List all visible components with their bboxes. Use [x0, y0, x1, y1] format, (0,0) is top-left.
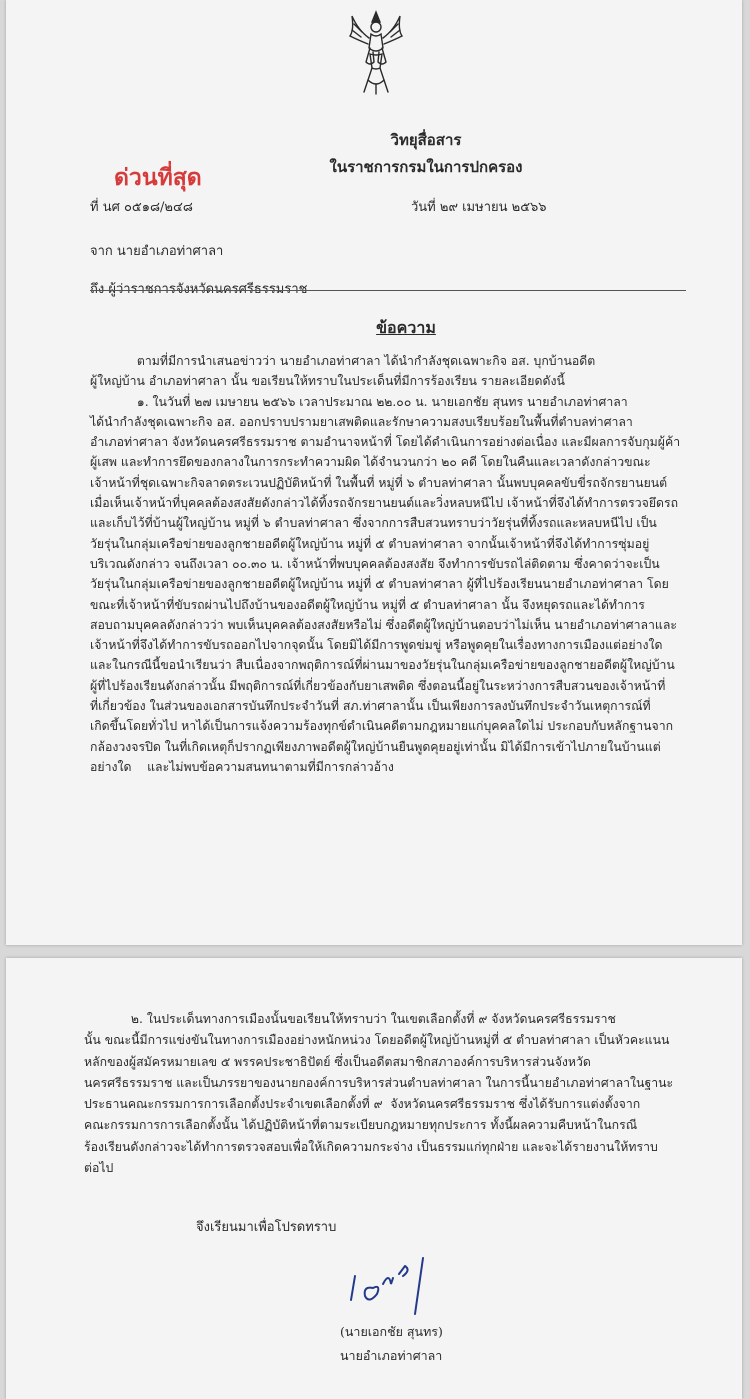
urgency-stamp: ด่วนที่สุด: [114, 164, 202, 191]
body-line: ผู้ใหญ่บ้าน อำเภอท่าศาลา นั้น ขอเรียนให้ทราบในประเด็นที่มีการร้องเรียน รายละเอียดดังนี้: [90, 374, 565, 389]
agency-title-line2: ในราชการกรมในการปกครอง: [329, 158, 523, 176]
body-line: ขณะที่เจ้าหน้าที่ขับรถผ่านไปถึงบ้านของอดีตผู้ใหญ่บ้าน หมู่ที่ ๕ ตำบลท่าศาลา นั้น จึงหยุดรถและได้ทำการ: [90, 597, 645, 612]
handwritten-signature: [345, 1248, 435, 1318]
body-line: ประธานคณะกรรมการการเลือกตั้งประจำเขตเลือกตั้งที่ ๙ จังหวัดนครศรีธรรมราช ซึ่งได้รับการแต่งตั้งจาก: [84, 1097, 641, 1112]
document-number: ที่ นศ ๐๕๑๘/๒๔๘: [90, 200, 193, 215]
body-line: เจ้าหน้าที่ชุดเฉพาะกิจลาดตระเวนปฏิบัติหน้าที่ ในพื้นที่ หมู่ที่ ๖ ตำบลท่าศาลา นั้นพบบุคคลขับขี่รถจักรยานยนต์: [90, 475, 668, 490]
body-line: ร้องเรียนดังกล่าวจะได้ทำการตรวจสอบเพื่อให้เกิดความกระจ่าง เป็นธรรมแก่ทุกฝ่าย และจะได้รายงานให้ทราบ: [84, 1139, 658, 1154]
body-line: ผู้เสพ และทำการยึดของกลางในการกระทำความผิด ได้จำนวนกว่า ๒๐ คดี โดยในคืนและเวลาดังกล่าวขณะ: [90, 455, 651, 470]
body-line: คณะกรรมการการเลือกตั้งนั้น ได้ปฏิบัติหน้าที่ตามระเบียบกฎหมายทุกประการ ทั้งนี้ผลความคืบหน้าในกรณี: [84, 1118, 638, 1133]
body-line: ตามที่มีการนำเสนอข่าวว่า นายอำเภอท่าศาลา ได้นำกำลังชุดเฉพาะกิจ อส. บุกบ้านอดีต: [90, 354, 596, 368]
body-line: นั้น ขณะนี้มีการแข่งขันในทางการเมืองอย่างหนักหน่วง โดยอดีตผู้ใหญ่บ้านหมู่ที่ ๕ ตำบลท่าศาลา เป็นหัวคะแนน: [84, 1033, 670, 1048]
closing-line: จึงเรียนมาเพื่อโปรดทราบ: [196, 1220, 337, 1235]
body-line: สอบถามบุคคลดังกล่าวว่า พบเห็นบุคคลต้องสงสัยหรือไม่ ซึ่งอดีตผู้ใหญ่บ้านตอบว่าไม่เห็น นายอำเภอท่าศาลาและ: [90, 617, 678, 632]
body-line: ๑. ในวันที่ ๒๗ เมษายน ๒๕๖๖ เวลาประมาณ ๒๒.๐๐ น. นายเอกชัย สุนทร นายอำเภอท่าศาลา: [90, 394, 628, 409]
body-line: นครศรีธรรมราช และเป็นภรรยาของนายกองค์การบริหารส่วนตำบลท่าศาลา ในการนี้นายอำเภอท่าศาลาในฐานะ: [84, 1075, 674, 1090]
body-line: กล้องวงจรปิด ในที่เกิดเหตุก็ปรากฏเพียงภาพอดีตผู้ใหญ่บ้านยืนพูดคุยอยู่เท่านั้น มิได้มีการเข้าไปภายในบ้านแต่: [90, 739, 661, 754]
body-line: ที่เกี่ยวข้อง ในส่วนของเอกสารบันทึกประจำวันที่ สภ.ท่าศาลานั้น เป็นเพียงการลงบันทึกประจำวันเหตุการณ์ที่: [90, 699, 651, 714]
body-line: ต่อไป: [84, 1161, 114, 1176]
body-line: เมื่อเห็นเจ้าหน้าที่บุคคลต้องสงสัยดังกล่าวได้ทิ้งรถจักรยานยนต์และวิ่งหลบหนีไป เจ้าหน้าที่จึงได้ทำการตรวจยึดรถ: [90, 496, 679, 511]
header-divider: [90, 290, 686, 291]
garuda-emblem-icon: [346, 8, 406, 96]
message-heading: ข้อความ: [376, 318, 436, 337]
body-line: บริเวณดังกล่าว จนถึงเวลา ๐๐.๓๐ น. เจ้าหน้าที่พบบุคคลต้องสงสัย จึงทำการขับรถไล่ติดตาม ซึ่งคาดว่าจะเป็น: [90, 556, 660, 571]
agency-title-line1: วิทยุสื่อสาร: [390, 131, 462, 149]
body-line: และเก็บไว้ที่บ้านผู้ใหญ่บ้าน หมู่ที่ ๖ ตำบลท่าศาลา ซึ่งจากการสืบสวนทราบว่าวัยรุ่นที่ทิ้งรถและหลบหนีไป เป็น: [90, 516, 657, 531]
message-body-part1: [90, 351, 686, 777]
body-line: อย่างใด และไม่พบข้อความสนทนาตามที่มีการกล่าวอ้าง: [90, 759, 394, 774]
body-line: ได้นำกำลังชุดเฉพาะกิจ อส. ออกปราบปรามยาเสพติดและรักษาความสงบเรียบร้อยในพื้นที่ตำบลท่าศาลา: [90, 414, 633, 429]
body-line: วัยรุ่นในกลุ่มเครือข่ายของลูกชายอดีตผู้ใหญ่บ้าน หมู่ที่ ๕ ตำบลท่าศาลา ผู้ที่ไปร้องเรียนนายอำเภอท่าศาลา โดย: [90, 577, 669, 592]
document-page-1: [6, 0, 742, 945]
body-line: เกิดขึ้นโดยทั่วไป หาได้เป็นการแจ้งความร้องทุกข์ดำเนินคดีตามกฎหมายแก่บุคคลใดไม่ ประกอบกับหลักฐานจาก: [90, 719, 674, 734]
body-line: อำเภอท่าศาลา จังหวัดนครศรีธรรมราช ตามอำนาจหน้าที่ โดยได้ดำเนินการอย่างต่อเนื่อง และมีผลการจับกุมผู้ค้า: [90, 435, 681, 450]
body-line: ผู้ที่ไปร้องเรียนดังกล่าวนั้น มีพฤติการณ์ที่เกี่ยวข้องกับยาเสพติด ซึ่งตอนนี้อยู่ในระหว่างการสืบสวนของเจ้าหน้าที่: [90, 678, 666, 693]
document-date: วันที่ ๒๙ เมษายน ๒๕๖๖: [411, 200, 547, 215]
sender-line: จาก นายอำเภอท่าศาลา: [90, 244, 224, 259]
body-line: หลักของผู้สมัครหมายเลข ๕ พรรคประชาธิปัตย์ ซึ่งเป็นอดีตสมาชิกสภาองค์การบริหารส่วนจังหวัด: [84, 1054, 591, 1069]
recipient-line: ถึง ผู้ว่าราชการจังหวัดนครศรีธรรมราช: [90, 282, 308, 297]
body-line: และในกรณีนี้ขอนำเรียนว่า สืบเนื่องจากพฤติการณ์ที่ผ่านมาของวัยรุ่นในกลุ่มเครือข่ายของลูกชายอดีตผู้ใหญ่บ้าน: [90, 658, 675, 673]
body-line: เจ้าหน้าที่จึงได้ทำการขับรถออกไปจากจุดนั้น โดยมิได้มีการพูดข่มขู่ หรือพูดคุยในเรื่องทางการเมืองแต่อย่างใด: [90, 638, 663, 653]
signer-name: (นายเอกชัย สุนทร): [340, 1324, 443, 1339]
signer-title: นายอำเภอท่าศาลา: [340, 1348, 443, 1363]
body-line: วัยรุ่นในกลุ่มเครือข่ายของลูกชายอดีตผู้ใหญ่บ้าน หมู่ที่ ๕ ตำบลท่าศาลา จากนั้นเจ้าหน้าที่จึงได้ทำการซุ่มอยู่: [90, 536, 650, 551]
body-line: ๒. ในประเด็นทางการเมืองนั้นขอเรียนให้ทราบว่า ในเขตเลือกตั้งที่ ๙ จังหวัดนครศรีธรรมราช: [84, 1012, 616, 1026]
message-body-part2: [84, 1009, 680, 1179]
